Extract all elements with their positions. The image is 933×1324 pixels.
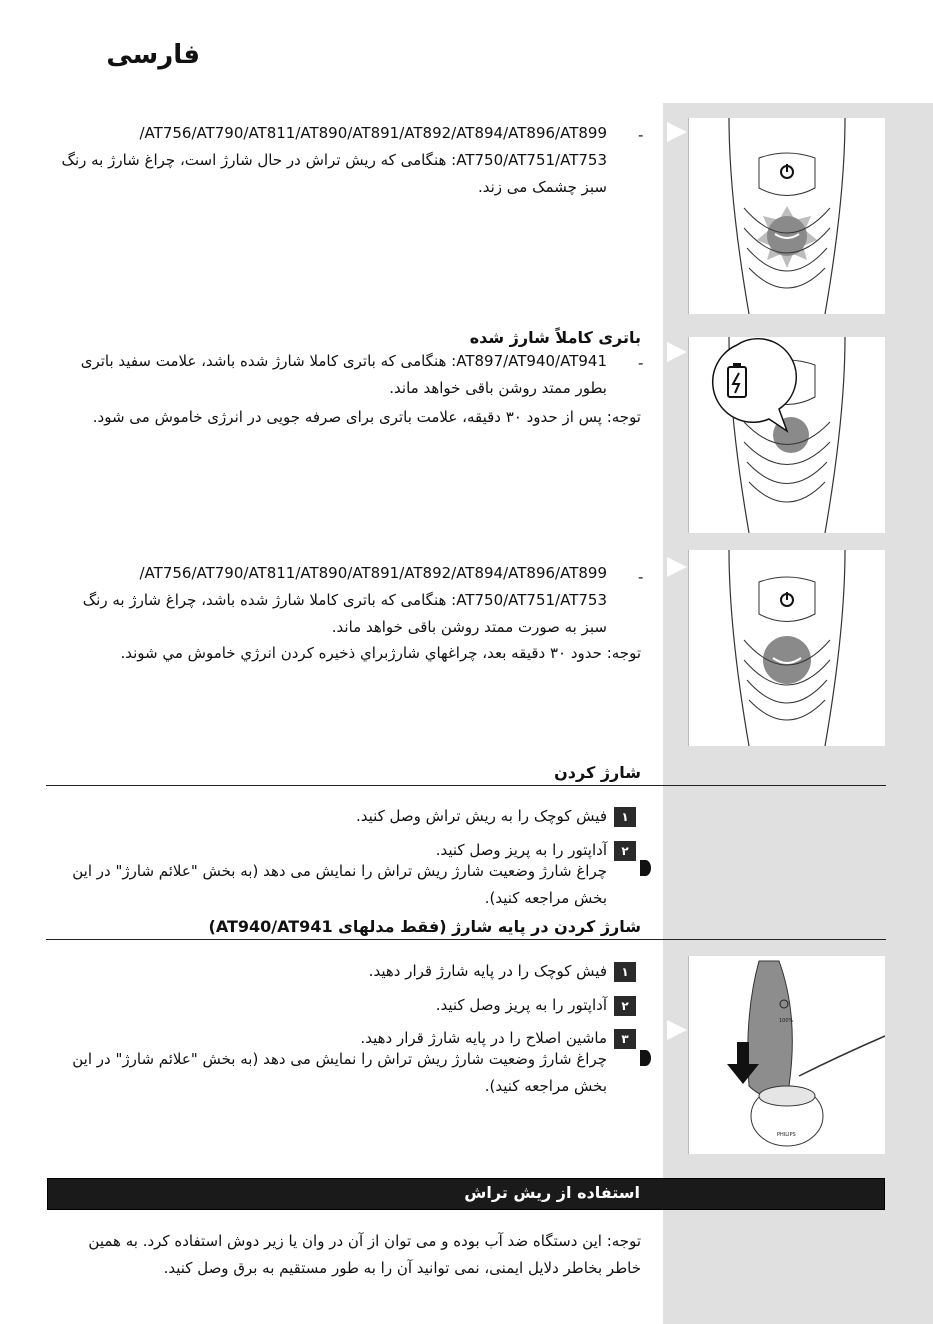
list-dash: - — [638, 568, 644, 586]
block1-line1: /AT756/AT790/AT811/AT890/AT891/AT892/AT894/AT896/AT899 — [139, 124, 607, 142]
list-dash: - — [638, 354, 644, 372]
figure-pointer — [667, 122, 687, 142]
bullet-icon — [640, 1050, 651, 1066]
section-heading-charging: شارژ کردن — [554, 763, 641, 782]
shaver-figure-blinking — [688, 118, 885, 314]
block2-line2: بطور ممتد روشن باقی خواهد ماند. — [389, 379, 607, 397]
using-note-line2: خاطر بخاطر دلایل ایمنی، نمی توانید آن را به طور مستقیم به برق وصل کنید. — [163, 1259, 641, 1277]
page-title: فارسی — [106, 40, 200, 70]
block3-text — [47, 560, 607, 641]
section-heading-fully-charged: باتری کاملاً شارژ شده — [469, 328, 641, 347]
block1-text — [47, 120, 607, 201]
step-text: فیش کوچک را در پایه شارژ قرار دهید. — [368, 962, 607, 980]
bullet-line1: چراغ شارژ وضعیت شارژ ریش تراش را نمایش می دهد (به بخش "علائم شارژ" در این — [72, 862, 607, 880]
bullet-line1: چراغ شارژ وضعیت شارژ ریش تراش را نمایش می دهد (به بخش "علائم شارژ" در این — [72, 1050, 607, 1068]
step-number: ۳ — [614, 1029, 636, 1049]
step-text: آداپتور را به پریز وصل کنید. — [435, 841, 607, 859]
figure-pointer — [667, 557, 687, 577]
figure-pointer — [667, 1020, 687, 1040]
section-heading-using — [47, 1178, 885, 1210]
bullet-line2: بخش مراجعه کنید). — [484, 889, 607, 907]
figure-pointer — [667, 342, 687, 362]
block2-line1: AT897/AT940/AT941: هنگامی که باتری کاملا شارژ شده باشد، علامت سفید باتری — [80, 352, 607, 370]
percent-label: 100% — [779, 1018, 794, 1024]
list-dash: - — [638, 126, 644, 144]
stand-bullet-text — [37, 1046, 607, 1100]
divider — [46, 939, 886, 940]
step-text: فیش کوچک را به ریش تراش وصل کنید. — [355, 807, 607, 825]
shaver-in-stand-figure — [688, 956, 885, 1154]
bullet-line2: بخش مراجعه کنید). — [484, 1077, 607, 1095]
divider — [46, 785, 886, 786]
step-number: ۲ — [614, 996, 636, 1016]
block3-line2: AT750/AT751/AT753: هنگامی که باتری کاملا شارژ شده باشد، چراغ شارژ به رنگ — [82, 591, 607, 609]
block3-note: توجه: حدود ۳۰ دقیقه بعد، چراغهاي شارژبراي ذخيره كردن انرژي خاموش مي شوند. — [120, 644, 641, 662]
using-note-line1: توجه: این دستگاه ضد آب بوده و می توان از آن در وان یا زیر دوش استفاده کرد. به همین — [88, 1232, 641, 1250]
block2-note: توجه: پس از حدود ۳۰ دقیقه، علامت باتری برای صرفه جویی در انرژی خاموش می شود. — [92, 408, 641, 426]
step-number: ۱ — [614, 807, 636, 827]
step-number: ۲ — [614, 841, 636, 861]
charging-bullet-text — [37, 858, 607, 912]
shaver-figure-battery — [688, 337, 885, 533]
block1-line2: AT750/AT751/AT753: هنگامی که ریش تراش در حال شارژ است، چراغ شارژ به رنگ — [61, 151, 607, 169]
step-text: آداپتور را به پریز وصل کنید. — [435, 996, 607, 1014]
section-heading-stand-charging: شارژ کردن در پایه شارژ (فقط مدلهای AT940/AT941) — [208, 917, 641, 936]
using-note — [41, 1228, 641, 1282]
step-number: ۱ — [614, 962, 636, 982]
block3-line1: /AT756/AT790/AT811/AT890/AT891/AT892/AT894/AT896/AT899 — [139, 564, 607, 582]
brand-label: PHILIPS — [777, 1132, 796, 1138]
shaver-figure-solid — [688, 550, 885, 746]
bullet-icon — [640, 860, 651, 876]
block3-line3: سبز به صورت ممتد روشن باقی خواهد ماند. — [331, 618, 607, 636]
step-text: ماشین اصلاح را در پایه شارژ قرار دهید. — [360, 1029, 607, 1047]
block1-line3: سبز چشمک می زند. — [477, 178, 607, 196]
section-heading-text: استفاده از ریش تراش — [464, 1183, 640, 1202]
block2-text — [47, 348, 607, 402]
